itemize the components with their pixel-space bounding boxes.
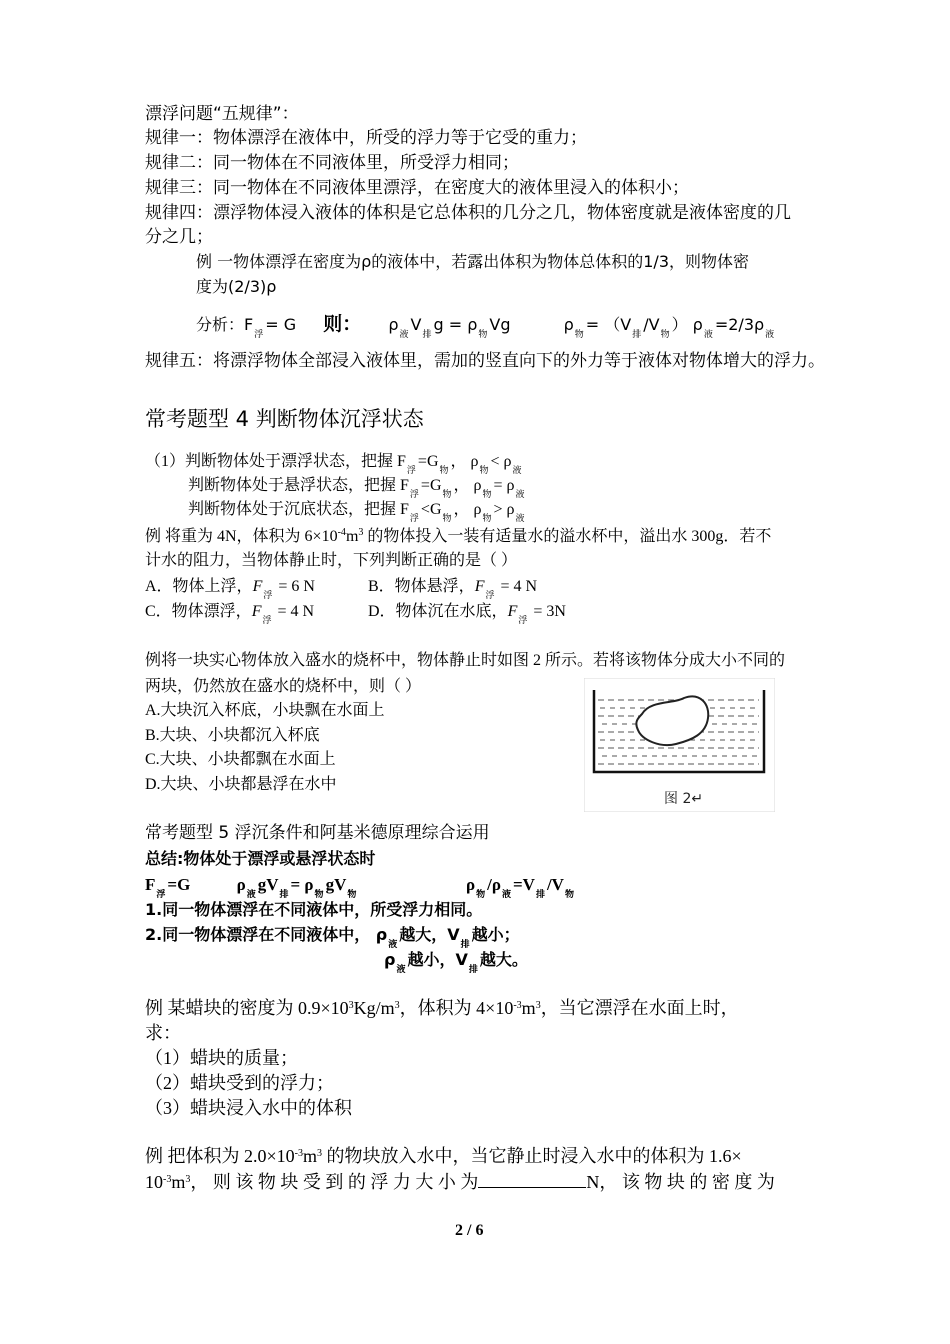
wax-part-1: （1）蜡块的质量； xyxy=(145,1048,298,1068)
question-block-cont: $10^{-3}m^3$， 则 该 物 块 受 到 的 浮 力 大 小 为 N， 该 物 块 的 密 度 为 xyxy=(145,1172,775,1192)
section-heading-type4: 常考题型 4 判断物体沉浮状态 xyxy=(145,407,424,431)
summary-point-2: 2.同一物体漂浮在不同液体中， $\rho_液$越大，$V_排$越小； xyxy=(145,925,520,950)
beaker-option-c: C.大块、小块都飘在水面上 xyxy=(145,751,336,768)
option-c: C．物体漂浮，$F_浮 = 4$ N xyxy=(145,603,315,625)
section-heading-type5: 常考题型 5 浮沉条件和阿基米德原理综合运用 xyxy=(145,823,490,843)
beaker-option-b: B.大块、小块都沉入杯底 xyxy=(145,727,320,744)
beaker-figure xyxy=(584,678,775,812)
rules-title: 漂浮问题“五规律”： xyxy=(145,104,299,124)
figure-caption: 图 2↵ xyxy=(664,791,704,807)
answer-blank[interactable] xyxy=(478,1173,586,1188)
question-beaker-cont: 两块，仍然放在盛水的烧杯中，则（ ） xyxy=(145,678,422,695)
rule-four: 规律四：漂浮物体浸入液体的体积是它总体积的几分之几，物体密度就是液体密度的几 xyxy=(145,203,791,223)
question-wax-ask: 求： xyxy=(145,1023,181,1043)
beaker-option-d: D.大块、小块都悬浮在水中 xyxy=(145,776,337,793)
rule-one: 规律一：物体漂浮在液体中，所受的浮力等于它受的重力； xyxy=(145,128,587,148)
summary-formula-1: $F_浮 =G$ $\rho_液$ $gV_排 = \rho_物$ $gV_物$ xyxy=(145,875,357,899)
option-b: B．物体悬浮，$F_浮 = 4$ N xyxy=(368,578,538,600)
judge-sunk: 判断物体处于沉底状态，把握 $F_浮 <G_物$ ， $\rho_物 > \rho_液$ xyxy=(188,501,525,523)
judge-floating: （1）判断物体处于漂浮状态，把握 $F_浮 =G_物$ ， $\rho_物 < \rho_液$ xyxy=(145,453,522,475)
question-wax: 例 某蜡块的密度为 $0.9\times 10^3Kg/m^3$，体积为 $4\times 10^{-3}m^3$，当它漂浮在水面上时， xyxy=(145,998,739,1018)
summary-point-2-cont: $\rho_液$越小，$V_排$越大。 xyxy=(384,950,528,975)
option-d: D．物体沉在水底，$F_浮 = 3N$ xyxy=(368,603,566,625)
analysis-formula: 分析：$F_浮= G$ 则： $\rho_液V_排g = \rho_物Vg$ $\rho_物= (V_排/V_物)$ $\rho_液=2/3\rho_液$ xyxy=(196,313,775,340)
rule-five: 规律五：将漂浮物体全部浸入液体里，需加的竖直向下的外力等于液体对物体增大的浮力。 xyxy=(145,351,825,371)
example-density: 例 一物体漂浮在密度为ρ的液体中，若露出体积为物体总体积的1/3，则物体密 xyxy=(196,252,749,271)
rule-two: 规律二：同一物体在不同液体里，所受浮力相同； xyxy=(145,153,519,173)
option-a: A．物体上浮，$F_浮 = 6$ N xyxy=(145,578,315,600)
page-number: 2 / 6 xyxy=(455,1222,484,1239)
rule-four-cont: 分之几； xyxy=(145,227,213,247)
beaker-illustration xyxy=(584,678,775,812)
rule-three: 规律三：同一物体在不同液体里漂浮，在密度大的液体里浸入的体积小； xyxy=(145,178,689,198)
question-overflow-cup-cont: 计水的阻力，当物体静止时，下列判断正确的是（ ） xyxy=(145,552,518,569)
summary-formula-2: $\rho_物$ $/\rho_液 =V_排$ $/V_物$ xyxy=(466,875,574,899)
beaker-option-a: A.大块沉入杯底，小块飘在水面上 xyxy=(145,702,385,719)
question-beaker: 例将一块实心物体放入盛水的烧杯中，物体静止时如图 2 所示。若将该物体分成大小不同的 xyxy=(145,652,786,669)
question-overflow-cup: 例 将重为 4N，体积为 $6\times 10^{-4}m^3$ 的物体投入一装有适量水的溢水杯中，溢出水 300g．若不 xyxy=(145,527,772,545)
summary-title: 总结:物体处于漂浮或悬浮状态时 xyxy=(145,849,376,868)
example-density-cont: 度为(2/3)ρ xyxy=(196,277,277,296)
question-block: 例 把体积为 $2.0\times 10^{-3}m^3$ 的物块放入水中，当它静止时浸入水中的体积为 1.6× xyxy=(145,1146,742,1166)
judge-suspended: 判断物体处于悬浮状态，把握 $F_浮 =G_物$ ， $\rho_物 = \rho_液$ xyxy=(188,477,525,499)
wax-part-3: （3）蜡块浸入水中的体积 xyxy=(145,1098,352,1118)
wax-part-2: （2）蜡块受到的浮力； xyxy=(145,1073,334,1093)
summary-point-1: 1.同一物体漂浮在不同液体中，所受浮力相同。 xyxy=(145,900,483,919)
